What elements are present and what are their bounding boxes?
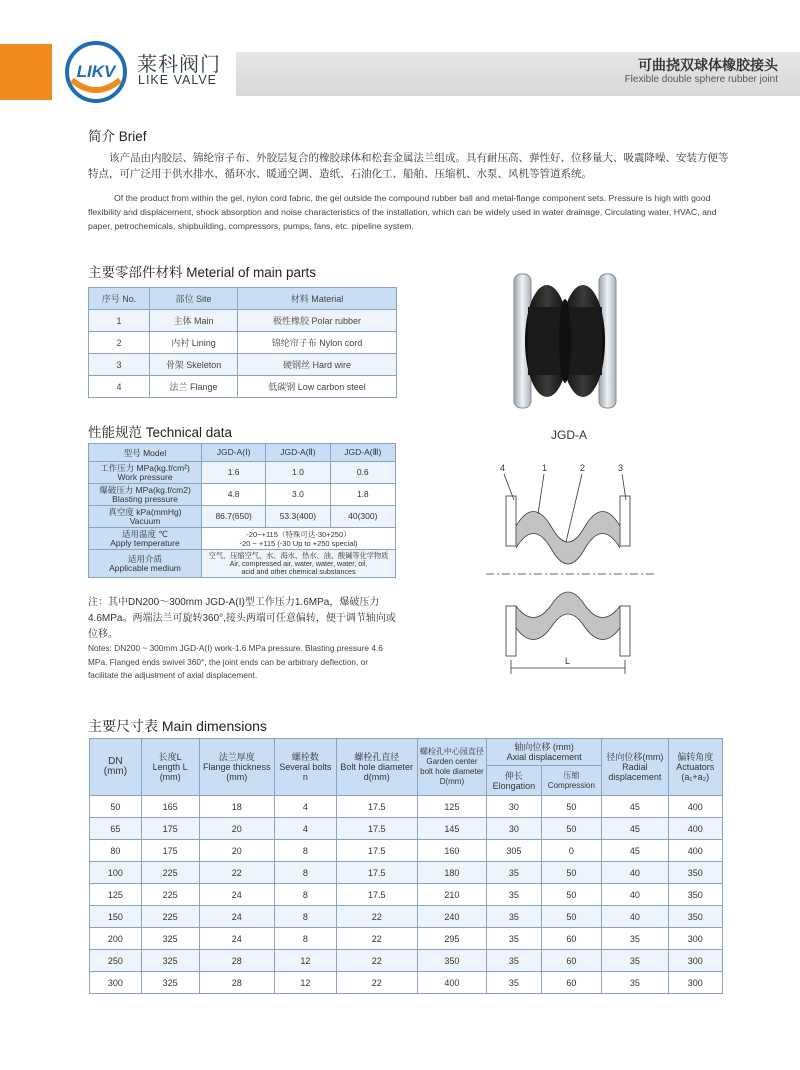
tech-row-label [89,462,202,484]
table-row [90,906,723,928]
hdr-line: Several bolts [279,762,332,772]
col-length [141,739,199,796]
page-title-cn: 可曲挠双球体橡胶接头 [638,57,778,73]
label-en: Applicable medium [109,562,181,573]
hdr-line: Elongation [492,780,536,791]
dimension-cell: 325 [141,950,199,972]
dimension-cell: 400 [417,972,486,994]
table-row [89,376,397,398]
diagram-label-4: 4 [500,463,506,473]
dimension-cell: 325 [141,928,199,950]
dimension-cell: 165 [141,796,199,818]
hdr-line: d(mm) [363,772,390,782]
dimension-cell: 4 [274,818,336,840]
table-row [89,550,396,578]
dimension-cell: 8 [274,906,336,928]
hdr-line: 长度L [158,752,182,762]
dimension-cell: 35 [602,950,668,972]
parts-cell: 法兰 Flange [150,376,238,398]
dimension-cell: 8 [274,840,336,862]
brand-name-cn: 莱科阀门 [137,54,221,76]
dimensions-table [89,738,723,994]
table-row [90,862,723,884]
technical-header-row [89,444,396,462]
dimension-cell: 100 [90,862,142,884]
dimension-cell: 225 [141,884,199,906]
parts-cell: 锦纶帘子布 Nylon cord [238,332,397,354]
hdr-line: DN [108,756,123,767]
dimension-cell: 300 [668,950,722,972]
tech-col-3: JGD-A(Ⅲ) [330,444,395,462]
dimension-cell: 17.5 [336,818,417,840]
brief-text-cn: 该产品由内胶层、锦纶帘子布、外胶层复合的橡胶球体和松套金属法兰组成。具有耐压高、弹性好、位移量大、吸震降噪、安装方便等特点，可广泛用于供水排水、循环水、暖通空调、造纸、石油化工、船舶、压缩机、水泵、风机等管道系统。 [88,152,729,180]
parts-heading: 主要零部件材料 Meterial of main parts [88,265,317,280]
dimension-cell: 22 [336,972,417,994]
col-garden [417,739,486,796]
dimension-cell: 20 [199,818,274,840]
diagram-dim-label: L [565,656,571,666]
dimension-cell: 30 [487,818,542,840]
parts-cell: 硬钢丝 Hard wire [238,354,397,376]
hdr-line: 偏转角度 [677,752,714,762]
dimension-cell: 24 [199,884,274,906]
hdr-line: (a₁+a₂) [681,772,710,782]
dimension-cell: 175 [141,840,199,862]
dimension-cell: 45 [602,840,668,862]
dimension-cell: 45 [602,818,668,840]
dimension-cell: 35 [602,972,668,994]
brief-heading: 简介 Brief [88,129,147,144]
dimension-cell: 350 [668,862,722,884]
label-cn: 爆破压力 MPa(kg.f/cm2) [99,484,191,495]
tech-col-model: 型号 Model [89,444,202,462]
parts-cell: 主体 Main [150,310,238,332]
label-cn: 真空度 kPa(mmHg) [108,506,182,517]
tech-cell: 86.7(650) [202,506,266,528]
dimension-cell: 60 [541,972,601,994]
medium-value-en-2: acid and other chemical substances [241,566,356,576]
tech-col-2: JGD-A(Ⅱ) [266,444,330,462]
tech-cell: 1.6 [202,462,266,484]
dimension-cell: 20 [199,840,274,862]
dimension-cell: 35 [487,906,542,928]
dimension-cell: 28 [199,950,274,972]
table-row [89,506,396,528]
table-row [90,840,723,862]
parts-cell: 2 [89,332,150,354]
table-row [90,884,723,906]
dimension-cell: 80 [90,840,142,862]
dimension-cell: 22 [336,950,417,972]
dimension-cell: 35 [487,884,542,906]
parts-cell: 骨架 Skeleton [150,354,238,376]
tech-col-1: JGD-A(Ⅰ) [202,444,266,462]
col-bolt-hole [336,739,417,796]
tech-cell: 53.3(400) [266,506,330,528]
dimension-cell: 50 [541,796,601,818]
table-row [89,484,396,506]
hdr-line: 轴向位移 (mm) [514,742,574,753]
hdr-line: Radial [622,762,648,772]
dimension-cell: 250 [90,950,142,972]
parts-col-no: 序号 No. [89,288,150,310]
hdr-line: Compression [547,780,595,790]
hdr-line: D(mm) [439,777,465,786]
tech-cell: 3.0 [266,484,330,506]
dimension-cell: 240 [417,906,486,928]
tech-cell: 0.6 [330,462,395,484]
dimension-cell: 300 [668,928,722,950]
label-cn: 工作压力 MPa(kg.f/cm²) [100,462,190,473]
dimension-cell: 60 [541,950,601,972]
col-radial [602,739,668,796]
hdr-line: Bolt hole diameter [340,762,413,772]
hdr-line: (mm) [159,772,181,782]
dimension-cell: 24 [199,906,274,928]
hdr-line: Garden center [426,757,478,766]
parts-cell: 1 [89,310,150,332]
hdr-line: (mm) [103,766,128,777]
technical-heading: 性能规范 Technical data [88,425,233,440]
dimension-cell: 50 [541,884,601,906]
label-en: Work pressure [117,471,173,482]
dimension-cell: 12 [274,972,336,994]
rubber-joint-photo [502,262,628,420]
dimension-cell: 35 [487,972,542,994]
dimension-cell: 17.5 [336,796,417,818]
dimension-cell: 22 [336,928,417,950]
dimension-cell: 28 [199,972,274,994]
hdr-line: 伸长 [504,770,523,781]
dimension-cell: 4 [274,796,336,818]
diagram-label-2: 2 [580,463,586,473]
tech-cell: 4.8 [202,484,266,506]
col-axial [487,739,602,766]
col-actuators [668,739,722,796]
hdr-line: Axial displacement [506,752,582,763]
product-caption: JGD-A [551,428,587,442]
parts-header-row [89,288,397,310]
label-cn: 适用介质 [127,553,162,564]
brief-text-en: Of the product from within the gel, nylon cord fabric, the gel outside the compound rubber ball and metal-flange component sets. Pressure is high with good flexibility and displacement, shock absorption and noise characteristics of the installation, which can be widely used in water drainage, Circulating water, HVAC, and paper, petrochemicals, shipbuilding, compressors, pumps, fans, etc. pipeline system. [88,193,717,231]
page-title-en: Flexible double sphere rubber joint [624,74,778,85]
table-row [90,950,723,972]
brand-name-en: LIKE VALVE [138,73,218,87]
dimension-cell: 8 [274,862,336,884]
dimension-cell: 40 [602,884,668,906]
label-en: Apply temperature [110,537,180,548]
table-row [90,796,723,818]
logo-text: LIKV [76,62,116,81]
dimension-cell: 210 [417,884,486,906]
dimension-cell: 225 [141,906,199,928]
hdr-line: 螺栓孔中心园直径 [419,747,484,756]
medium-value-cn: 空气、压缩空气、水、海水、热水、油、酸碱等化学物质 [208,550,389,560]
label-en: Vacuum [129,515,161,526]
table-row [90,928,723,950]
parts-table [88,287,397,398]
table-row [89,332,397,354]
table-row [89,462,396,484]
tech-cell: 1.8 [330,484,395,506]
dimension-cell: 35 [602,928,668,950]
dimensions-heading: 主要尺寸表 Main dimensions [88,718,267,734]
notes-en: Notes: DN200 ~ 300mm JGD-A(I) work-1.6 MPa pressure. Blasting pressure 4.6 MPa. Flanged ends swivel 360°, the joint ends can be arbitrary deflection, or facilitate the adjustment of axial displacement. [88,643,383,680]
hdr-line: Flange thickness [202,762,271,772]
dimension-cell: 40 [602,862,668,884]
dimension-cell: 200 [90,928,142,950]
dimension-cell: 35 [487,928,542,950]
hdr-line: n [302,772,308,782]
parts-cell: 低碳钢 Low carbon steel [238,376,397,398]
tech-cell: 40(300) [330,506,395,528]
dimension-cell: 8 [274,928,336,950]
dimension-cell: 305 [487,840,542,862]
hdr-line: bolt hole diameter [420,767,484,776]
table-row [89,354,397,376]
dimension-cell: 175 [141,818,199,840]
dimension-cell: 325 [141,972,199,994]
diagram-label-3: 3 [618,463,624,473]
col-compression [541,766,601,796]
dimension-cell: 17.5 [336,862,417,884]
col-dn [90,739,142,796]
parts-cell: 3 [89,354,150,376]
dimension-cell: 24 [199,928,274,950]
temp-value-cn: -20~+115（特殊可达-30+250） [246,529,351,539]
label-cn: 适用温度 ℃ [122,528,168,539]
dimension-cell: 400 [668,840,722,862]
hdr-line: 径向位移(mm) [606,752,664,762]
dimension-cell: 350 [668,906,722,928]
hdr-line: Actuators [676,762,715,772]
dimension-cell: 50 [541,862,601,884]
table-row [90,972,723,994]
dimension-cell: 295 [417,928,486,950]
dimension-cell: 225 [141,862,199,884]
dimension-cell: 125 [90,884,142,906]
dimension-cell: 300 [668,972,722,994]
dimension-cell: 350 [417,950,486,972]
notes-cn: 注：其中DN200～300mm JGD-A(Ⅰ)型工作压力1.6MPa，爆破压力4.6MPa。两端法兰可旋转360°,接头两端可任意偏转，便于调节轴向或位移。 [88,597,396,640]
col-flange [199,739,274,796]
tech-cell: 1.0 [266,462,330,484]
hdr-line: 法兰厚度 [218,752,255,762]
parts-col-material: 材料 Material [238,288,397,310]
hdr-line: Length L [152,762,188,772]
dimension-cell: 35 [487,862,542,884]
dimension-cell: 50 [541,906,601,928]
dimension-cell: 145 [417,818,486,840]
table-row [90,818,723,840]
dimension-cell: 8 [274,884,336,906]
dimension-cell: 300 [90,972,142,994]
dimension-cell: 22 [199,862,274,884]
temp-value-en: -20 ~ +115 (-30 Up to +250 special) [239,538,358,548]
dimension-cell: 60 [541,928,601,950]
hdr-line: 螺栓孔直径 [354,752,400,762]
dimension-cell: 40 [602,906,668,928]
tech-row-label [89,484,202,506]
parts-cell: 内衬 Lining [150,332,238,354]
header-accent-bar [0,44,52,100]
dimension-cell: 350 [668,884,722,906]
parts-cell: 4 [89,376,150,398]
dimension-cell: 35 [487,950,542,972]
hdr-line: 压缩 [563,770,580,780]
dimension-cell: 0 [541,840,601,862]
dimension-cell: 65 [90,818,142,840]
dimension-cell: 400 [668,818,722,840]
dimension-cell: 150 [90,906,142,928]
tech-cell-temperature [202,528,396,550]
tech-row-label [89,550,202,578]
technical-table [88,443,396,578]
dimension-cell: 125 [417,796,486,818]
col-bolts [274,739,336,796]
dimension-cell: 50 [90,796,142,818]
tech-row-label [89,506,202,528]
likv-logo-icon [64,40,128,104]
dimension-cell: 50 [541,818,601,840]
dimension-cell: 22 [336,906,417,928]
label-en: Blasting pressure [112,493,178,504]
hdr-line: (mm) [226,772,248,782]
dimension-cell: 30 [487,796,542,818]
dimension-cell: 12 [274,950,336,972]
hdr-line: 螺栓数 [291,752,319,762]
dimension-cell: 45 [602,796,668,818]
hdr-line: displacement [608,772,662,782]
parts-cell: 极性橡胶 Polar rubber [238,310,397,332]
col-elongation [487,766,542,796]
dimension-cell: 400 [668,796,722,818]
dimension-cell: 17.5 [336,840,417,862]
tech-row-label [89,528,202,550]
table-row [89,310,397,332]
medium-value-en-1: Air, compressed air, water, water, water, oil, [229,558,368,568]
cross-section-diagram [486,456,656,678]
tech-cell-medium [202,550,396,578]
table-row [89,528,396,550]
dimension-cell: 180 [417,862,486,884]
dimension-cell: 17.5 [336,884,417,906]
parts-col-site: 部位 Site [150,288,238,310]
dimensions-header-row [90,739,723,766]
diagram-label-1: 1 [542,463,548,473]
dimension-cell: 160 [417,840,486,862]
dimension-cell: 18 [199,796,274,818]
